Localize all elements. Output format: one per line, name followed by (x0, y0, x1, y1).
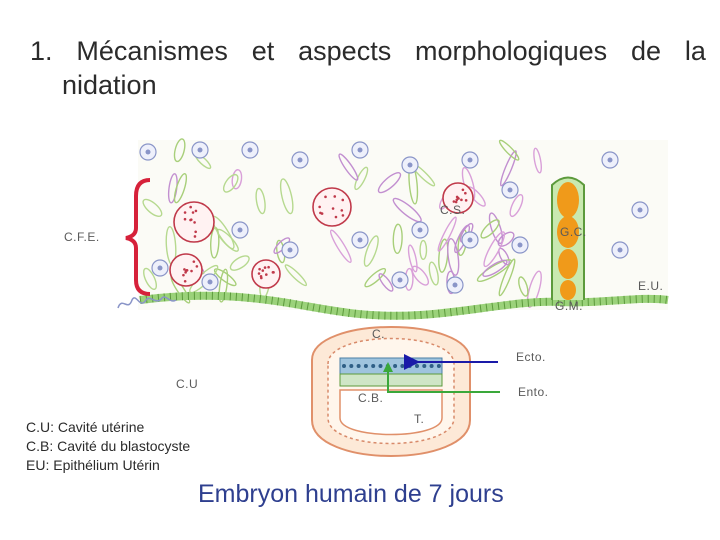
cell-nucleus (398, 278, 403, 283)
cell-nucleus (518, 243, 523, 248)
label-c: C. (372, 327, 385, 341)
glycogen-granule (342, 214, 345, 217)
cell-nucleus (198, 148, 203, 153)
figure-caption: Embryon humain de 7 jours (198, 480, 504, 508)
cell-nucleus (468, 158, 473, 163)
cell-nucleus (298, 158, 303, 163)
ectoderm-nucleus (408, 364, 412, 368)
glycogen-granule (324, 196, 327, 199)
legend-item: EU: Epithélium Utérin (26, 457, 160, 473)
glycogen-granule (182, 274, 185, 277)
ectoderm-nucleus (437, 364, 441, 368)
label-gc: G.C. (560, 225, 587, 239)
glycogen-granule (184, 280, 187, 283)
label-t: T. (414, 412, 425, 426)
glycogen-granule (193, 221, 196, 224)
glycogen-granule (265, 273, 268, 276)
cell-nucleus (358, 238, 363, 243)
cell-nucleus (158, 266, 163, 271)
cell-nucleus (248, 148, 253, 153)
glycogen-granule (258, 272, 261, 275)
glycogen-granule (195, 210, 198, 213)
label-cb: C.B. (358, 391, 384, 405)
ectoderm-nucleus (400, 364, 404, 368)
title-word: morphologiques (415, 36, 608, 66)
glycogen-granule (462, 188, 465, 191)
glycogen-granule (319, 212, 322, 215)
glycogen-granule (194, 235, 197, 238)
title-word: aspects (298, 36, 392, 66)
cell-nucleus (238, 228, 243, 233)
ectoderm-nucleus (430, 364, 434, 368)
cell-nucleus (146, 150, 151, 155)
cell-nucleus (288, 248, 293, 253)
glycogen-granule (184, 211, 187, 214)
glycogen-granule (341, 199, 344, 202)
glycogen-granule (465, 199, 468, 202)
cell-nucleus (418, 228, 423, 233)
label-gm: G.M. (555, 299, 583, 313)
cell-nucleus (618, 248, 623, 253)
glycogen-granule (332, 207, 335, 210)
ectoderm-nucleus (342, 364, 346, 368)
glycogen-granule (260, 275, 263, 278)
glycogen-granule (189, 206, 192, 209)
cell-nucleus (358, 148, 363, 153)
glycogen-granule (184, 218, 187, 221)
legend-item: C.U: Cavité utérine (26, 419, 145, 435)
title-word: la (684, 36, 706, 66)
cell-nucleus (638, 208, 643, 213)
title-word: et (251, 36, 275, 66)
glycogen-granule (192, 211, 195, 214)
ectoderm-nucleus (349, 364, 353, 368)
glycogen-granule (457, 197, 460, 200)
label-cs: C.S. (440, 203, 466, 217)
glycogen-granule (318, 206, 321, 209)
endometrium-stroma (138, 138, 668, 310)
ectoderm-nucleus (393, 364, 397, 368)
title-line-2: nidation (62, 70, 157, 100)
cell-nucleus (608, 158, 613, 163)
endoderm-layer (340, 374, 442, 386)
cell-nucleus (453, 283, 458, 288)
label-eu: E.U. (638, 279, 664, 293)
cell-nucleus (508, 188, 513, 193)
glycogen-granule (333, 195, 336, 198)
ectoderm-nucleus (415, 364, 419, 368)
glycogen-granule (194, 230, 197, 233)
ectoderm-nucleus (364, 364, 368, 368)
blastocyst-cavity (340, 390, 442, 435)
glycogen-granule (258, 268, 261, 271)
glycogen-granule (335, 216, 338, 219)
glycogen-granule (261, 269, 264, 272)
glycogen-granule (196, 265, 199, 268)
ectoderm-nucleus (371, 364, 375, 368)
glycogen-granule (340, 209, 343, 212)
ectoderm-nucleus (422, 364, 426, 368)
glycogen-granule (190, 270, 193, 273)
glycogen-granule (464, 192, 467, 195)
label-cfe: C.F.E. (64, 230, 100, 244)
glycogen-granule (186, 269, 189, 272)
glycogen-granule (189, 219, 192, 222)
glycogen-granule (267, 266, 270, 269)
cell-nucleus (208, 280, 213, 285)
title-word: de (631, 36, 662, 66)
ectoderm-nucleus (357, 364, 361, 368)
glycogen-granule (272, 271, 275, 274)
abbreviation-legend (26, 418, 190, 475)
cell-nucleus (468, 238, 473, 243)
label-cu: C.U (176, 377, 199, 391)
glycogen-granule (193, 260, 196, 263)
glycogen-granule (264, 266, 267, 269)
title-word: Mécanismes (76, 36, 228, 66)
glycogen-granule (460, 199, 463, 202)
label-ecto: Ecto. (516, 350, 546, 364)
label-ento: Ento. (518, 385, 549, 399)
ectoderm-nucleus (379, 364, 383, 368)
cell-nucleus (408, 163, 413, 168)
legend-item: C.B: Cavité du blastocyste (26, 438, 191, 454)
title-word: 1. (30, 36, 53, 66)
